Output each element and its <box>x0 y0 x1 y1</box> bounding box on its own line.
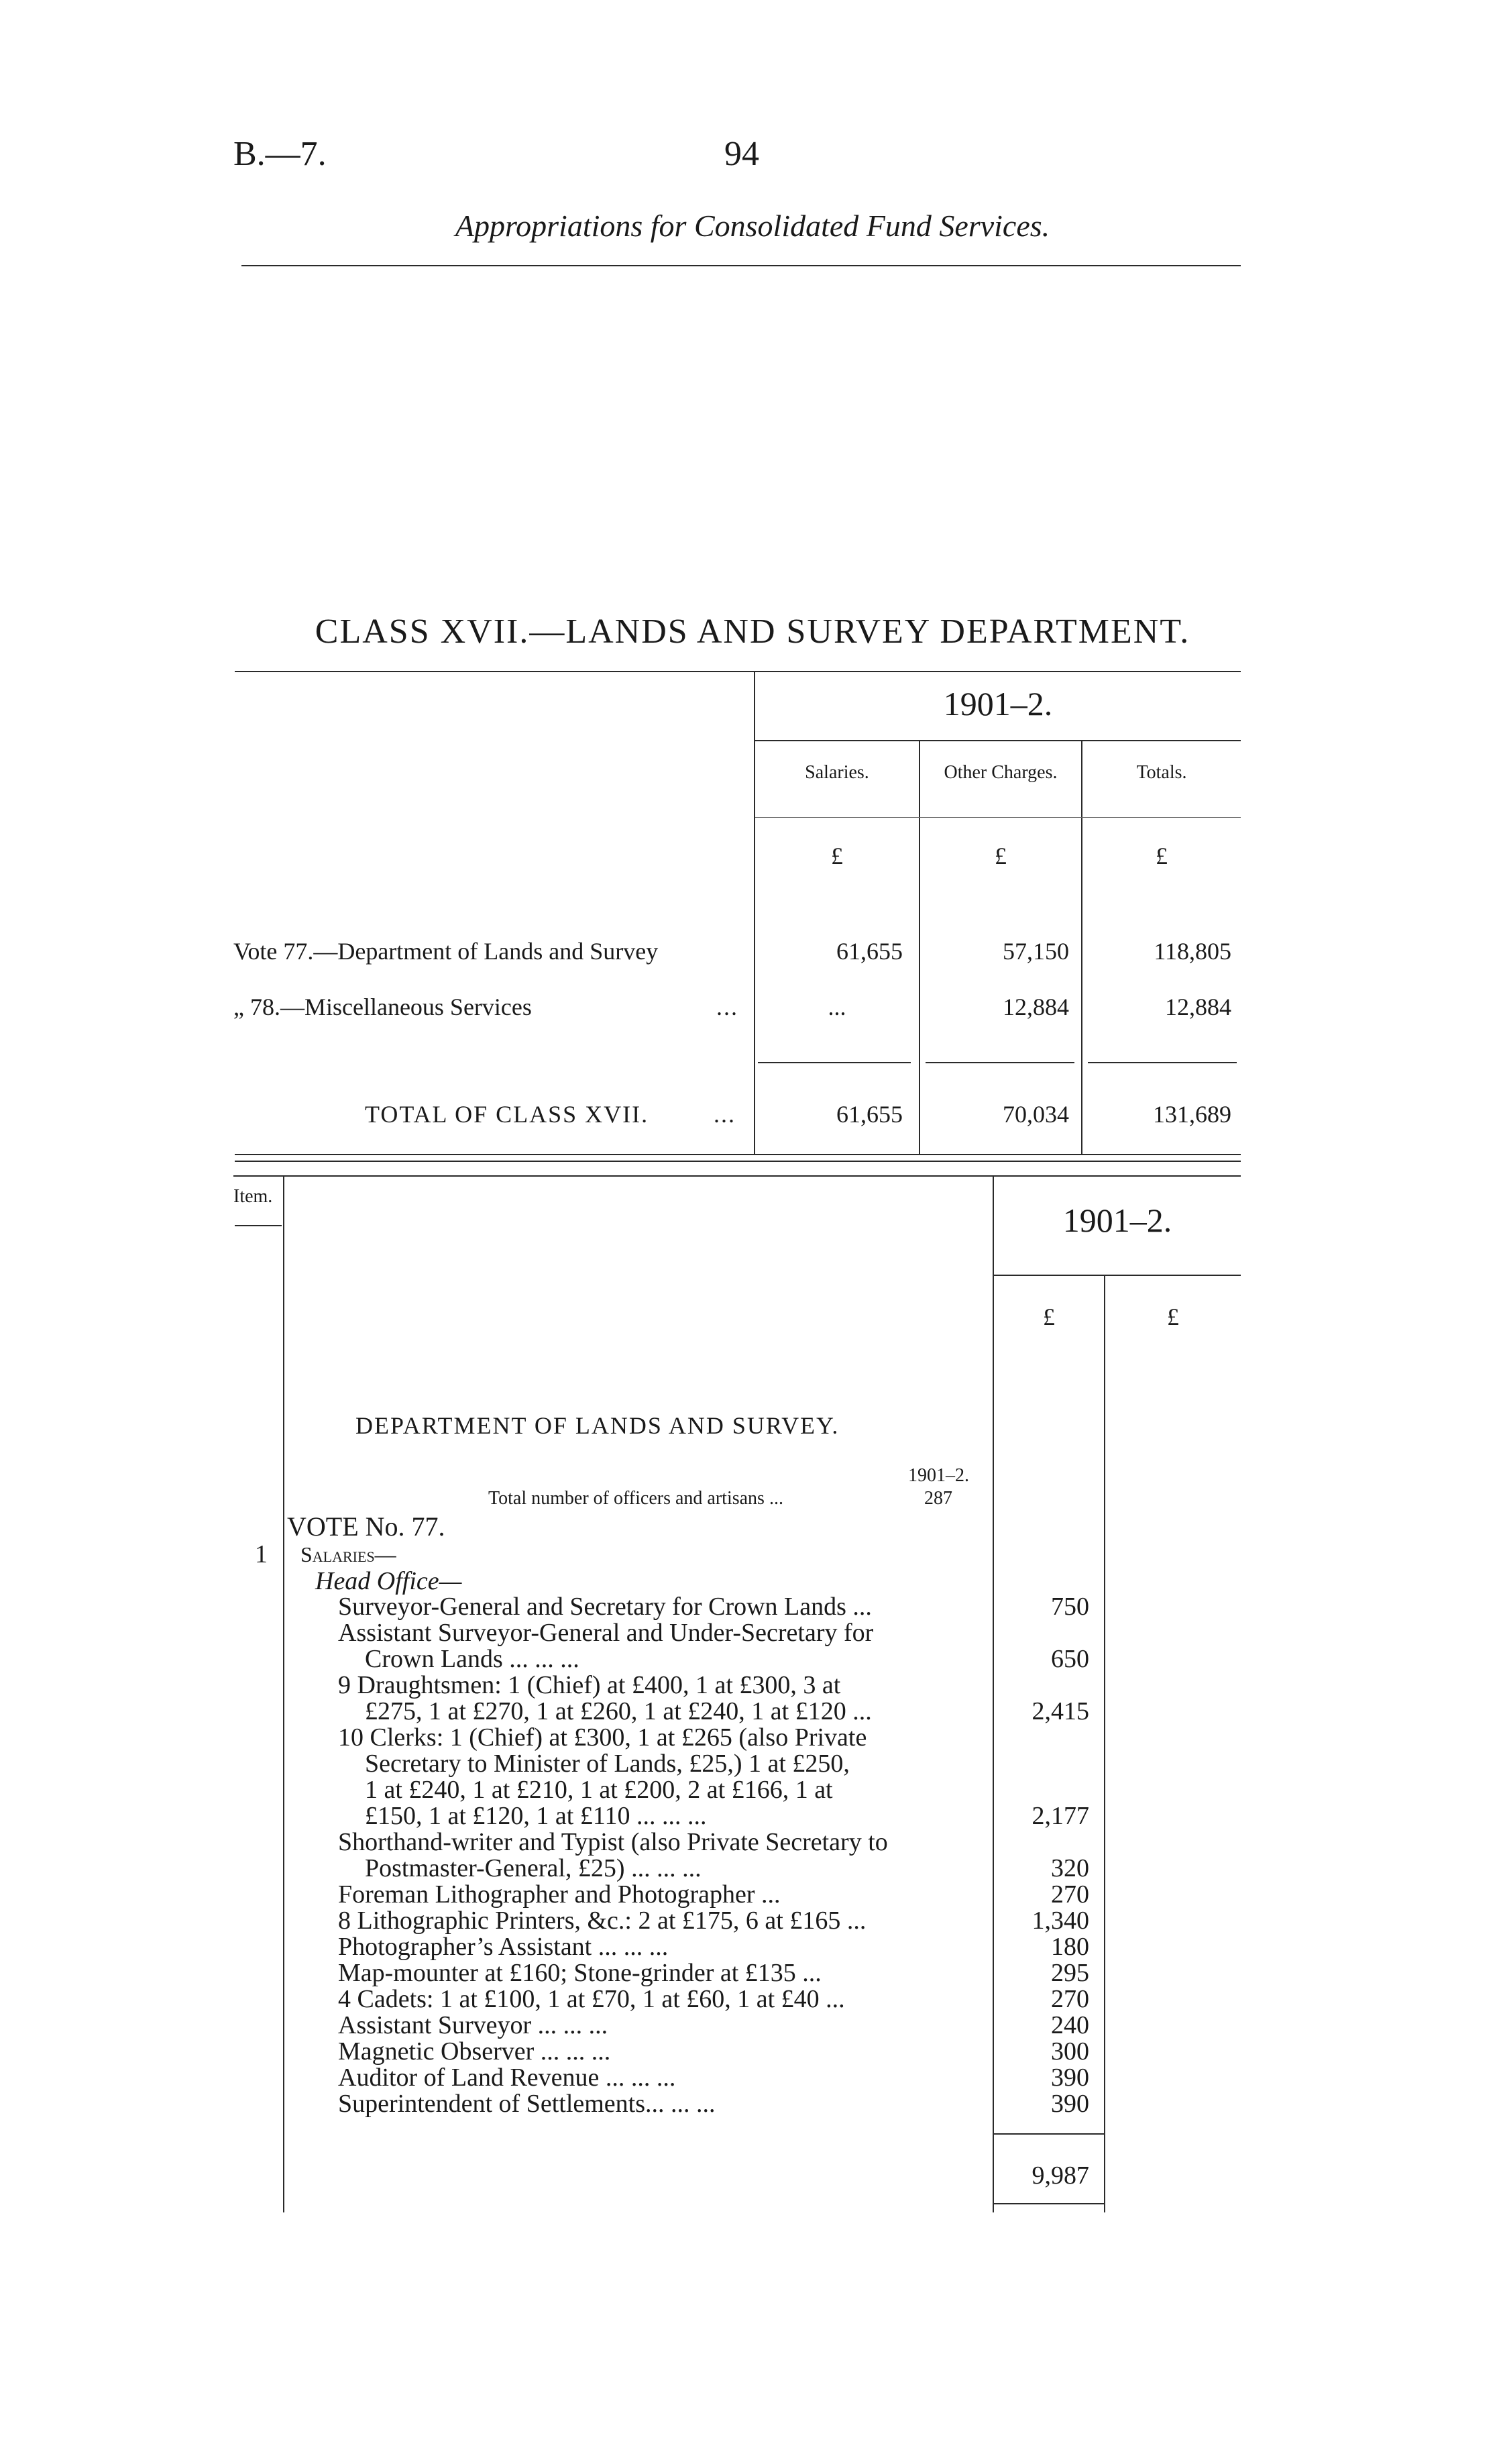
subtotal-bottom-rule <box>994 2203 1104 2204</box>
entry-line: 10 Clerks: 1 (Chief) at £300, 1 at £265 (also Private <box>338 1723 867 1752</box>
summary-currency-other: £ <box>995 843 1007 869</box>
entry-line: 4 Cadets: 1 at £100, 1 at £70, 1 at £60, 1 at £40 ... <box>338 1985 845 2013</box>
entry-amount: 650 <box>1051 1645 1089 1673</box>
summary-subtotal-rule <box>758 1062 911 1063</box>
entry-line: Secretary to Minister of Lands, £25,) 1 at £250, <box>365 1750 850 1778</box>
entry-amount: 390 <box>1051 2090 1089 2118</box>
office-heading: Head Office— <box>315 1567 462 1595</box>
document-reference: B.—7. <box>233 135 327 173</box>
header-rule <box>241 265 1241 266</box>
summary-year-rule <box>755 740 1241 741</box>
entry-line: Foreman Lithographer and Photographer ... <box>338 1880 781 1909</box>
detail-year: 1901–2. <box>1062 1201 1172 1239</box>
summary-col-other-charges: Other Charges. <box>944 762 1058 783</box>
entry-line: Magnetic Observer ... ... ... <box>338 2037 611 2066</box>
item-header: Item. <box>233 1186 273 1207</box>
entry-line: Crown Lands ... ... ... <box>365 1645 579 1673</box>
item-header-rule <box>235 1225 282 1226</box>
summary-subtotal-rule <box>926 1062 1074 1063</box>
detail-currency-1: £ <box>1043 1303 1055 1330</box>
summary-row-other: 12,884 <box>1003 994 1069 1020</box>
detail-year-rule <box>994 1275 1241 1276</box>
item-number: 1 <box>255 1540 268 1568</box>
detail-currency-2: £ <box>1167 1303 1179 1330</box>
department-title: DEPARTMENT OF LANDS AND SURVEY. <box>355 1412 840 1439</box>
entry-line: £150, 1 at £120, 1 at £110 ... ... ... <box>365 1802 707 1830</box>
summary-row-label: „ 78.—Miscellaneous Services <box>233 994 532 1020</box>
summary-bottom-rule <box>235 1154 1241 1155</box>
entry-amount: 750 <box>1051 1593 1089 1621</box>
summary-row-label: Vote 77.—Department of Lands and Survey <box>233 938 659 965</box>
entry-line: Shorthand-writer and Typist (also Private Secretary to <box>338 1828 888 1856</box>
detail-subtotal: 9,987 <box>1032 2161 1089 2190</box>
entry-amount: 300 <box>1051 2037 1089 2066</box>
detail-top-rule <box>233 1175 1241 1177</box>
summary-col-salaries: Salaries. <box>805 762 869 783</box>
page-title: Appropriations for Consolidated Fund Services. <box>455 209 1050 243</box>
entry-line: 9 Draughtsmen: 1 (Chief) at £400, 1 at £300, 3 at <box>338 1671 841 1699</box>
summary-subtotal-rule <box>1088 1062 1237 1063</box>
entry-line: Superintendent of Settlements... ... ... <box>338 2090 716 2118</box>
detail-col-divider <box>1104 1276 1105 2212</box>
class-title: CLASS XVII.—LANDS AND SURVEY DEPARTMENT. <box>315 612 1190 651</box>
summary-currency-salaries: £ <box>831 843 843 869</box>
summary-currency-totals: £ <box>1156 843 1168 869</box>
entry-amount: 270 <box>1051 1985 1089 2013</box>
entry-line: Map-mounter at £160; Stone-grinder at £135 ... <box>338 1959 822 1987</box>
entry-amount: 2,177 <box>1032 1802 1089 1830</box>
salaries-heading: Salaries— <box>300 1542 396 1566</box>
officers-count: 287 <box>924 1488 952 1509</box>
entry-amount: 320 <box>1051 1854 1089 1882</box>
detail-item-divider <box>283 1175 284 2212</box>
officers-label: Total number of officers and artisans ... <box>488 1488 783 1509</box>
entry-amount: 2,415 <box>1032 1697 1089 1725</box>
entry-line: Photographer’s Assistant ... ... ... <box>338 1933 669 1961</box>
summary-row-salaries: ... <box>828 994 846 1020</box>
summary-row-salaries: 61,655 <box>836 938 903 965</box>
summary-year: 1901–2. <box>943 685 1053 722</box>
summary-col-totals: Totals. <box>1136 762 1187 783</box>
summary-total-totals: 131,689 <box>1153 1101 1231 1128</box>
entry-line: 1 at £240, 1 at £210, 1 at £200, 2 at £166, 1 at <box>365 1776 833 1804</box>
summary-col-divider <box>754 671 755 1154</box>
subtotal-top-rule <box>994 2133 1104 2135</box>
summary-top-rule <box>235 671 1241 672</box>
entry-amount: 270 <box>1051 1880 1089 1909</box>
summary-total-leader: ... <box>714 1101 736 1128</box>
officers-year: 1901–2. <box>908 1465 969 1486</box>
summary-total-salaries: 61,655 <box>836 1101 903 1128</box>
summary-bottom-rule-double <box>235 1161 1241 1162</box>
entry-line: Auditor of Land Revenue ... ... ... <box>338 2064 676 2092</box>
page-number: 94 <box>724 135 759 173</box>
summary-row-leader: ... <box>716 994 738 1020</box>
summary-row-total: 12,884 <box>1165 994 1231 1020</box>
entry-amount: 1,340 <box>1032 1907 1089 1935</box>
entry-line: Surveyor-General and Secretary for Crown Lands ... <box>338 1593 872 1621</box>
entry-amount: 295 <box>1051 1959 1089 1987</box>
entry-line: £275, 1 at £270, 1 at £260, 1 at £240, 1 at £120 ... <box>365 1697 872 1725</box>
summary-total-other: 70,034 <box>1003 1101 1069 1128</box>
entry-amount: 240 <box>1051 2011 1089 2039</box>
entry-line: Assistant Surveyor-General and Under-Secretary for <box>338 1619 874 1647</box>
entry-amount: 390 <box>1051 2064 1089 2092</box>
entry-amount: 180 <box>1051 1933 1089 1961</box>
summary-row-other: 57,150 <box>1003 938 1069 965</box>
vote-number: VOTE No. 77. <box>287 1511 445 1542</box>
summary-row-total: 118,805 <box>1154 938 1231 965</box>
summary-total-label: TOTAL OF CLASS XVII. <box>365 1101 649 1128</box>
entry-line: 8 Lithographic Printers, &c.: 2 at £175, 6 at £165 ... <box>338 1907 867 1935</box>
entry-line: Assistant Surveyor ... ... ... <box>338 2011 608 2039</box>
summary-col-header-rule <box>755 817 1241 818</box>
entry-line: Postmaster-General, £25) ... ... ... <box>365 1854 702 1882</box>
